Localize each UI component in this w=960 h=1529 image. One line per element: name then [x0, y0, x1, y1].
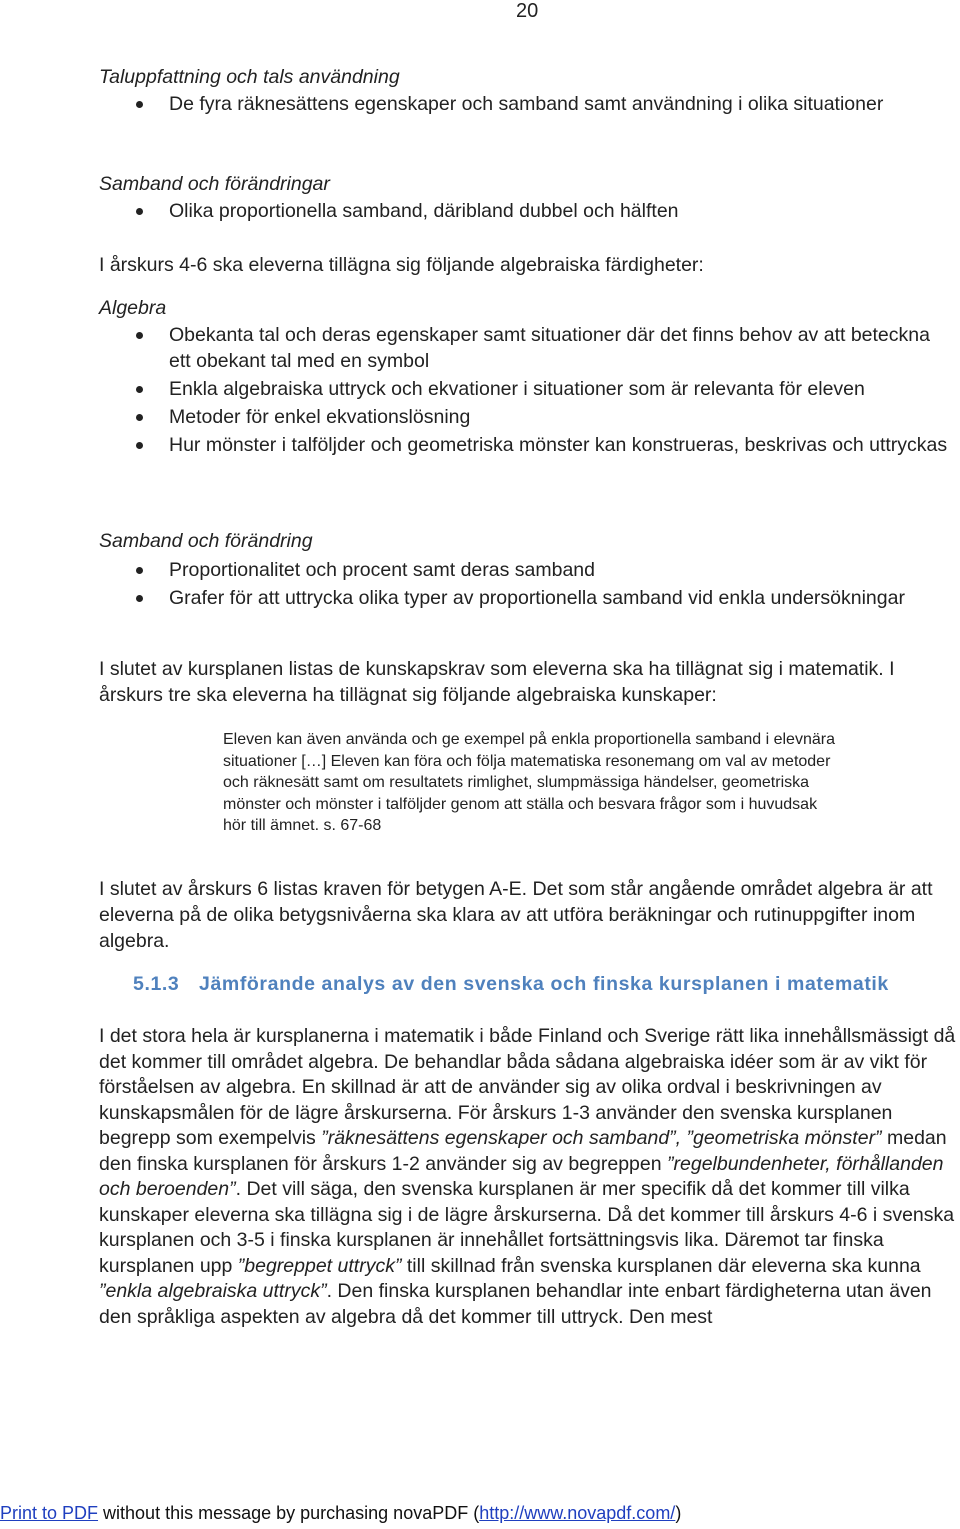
body-text: . Den finska kursplanen behandlar inte enbart färdigheterna utan även den språkliga aspekten av algebra då det kommer till uttryck. Den mest: [99, 1280, 932, 1328]
bullet-list: [99, 91, 954, 117]
list-item: Hur mönster i talföljder och geometriska mönster kan konstrueras, beskrivas och uttryckas: [99, 432, 954, 458]
paragraph-kunskapskrav: I slutet av kursplanen listas de kunskapskrav som eleverna ska ha tillägnat sig i matematik. I årskurs tre ska eleverna ha tillägnat sig följande algebraiska kunskaper:: [99, 658, 895, 706]
intro-paragraph: I årskurs 4-6 ska eleverna tillägna sig följande algebraiska färdigheter:: [99, 254, 704, 276]
paragraph-betyg: I slutet av årskurs 6 listas kraven för betygen A-E. Det som står angående området algebra är att eleverna på de olika betygsnivåerna ska klara av att utföra beräkningar och rutinuppgifter inom algebra.: [99, 878, 933, 952]
subheading-samband-forandring: Samband och förändring: [99, 530, 313, 552]
list-item: Obekanta tal och deras egenskaper samt situationer där det finns behov av att beteckna ett obekant tal med en symbol: [99, 322, 954, 374]
section-title: Jämförande analys av den svenska och finska kursplanen i matematik: [199, 973, 889, 995]
body-text: till skillnad från svenska kursplanen där eleverna ska kunna: [401, 1254, 921, 1277]
bullet-list: [99, 322, 954, 458]
footer-text: without this message by purchasing novaPDF (: [98, 1503, 480, 1523]
list-item: De fyra räknesättens egenskaper och samband samt användning i olika situationer: [99, 91, 954, 117]
footer-watermark: [0, 1503, 681, 1524]
subheading-algebra: Algebra: [99, 297, 167, 319]
novapdf-link[interactable]: http://www.novapdf.com/: [479, 1503, 676, 1523]
body-quote: ”regelbundenheter, förhållanden och beroenden”: [99, 1152, 944, 1200]
section-samband-forandringar: [99, 171, 954, 224]
list-item: Grafer för att uttrycka olika typer av proportionella samband vid enkla undersökningar: [99, 585, 954, 611]
subheading-taluppfattning: Taluppfattning och tals användning: [99, 66, 400, 88]
section-heading: [133, 971, 913, 997]
body-text: . Det vill säga, den svenska kursplanen är mer specifik då det kommer till vilka kunskaper eleverna ska tillägna sig i de lägre årskurserna. Då det kommer till årskurs 4-6 i svenska kursplanen och 3-5 i finska kursplanen är innehållet fortsättningsvis lika. Däremot tar finska kursplanen upp: [99, 1178, 955, 1277]
bullet-list: [99, 557, 954, 611]
page-number: 20: [516, 0, 539, 22]
body-text: medan den finska kursplanen för årskurs 1-2 använder sig av begreppen: [99, 1127, 947, 1175]
section-samband-forandring: [99, 528, 954, 611]
list-item: Enkla algebraiska uttryck och ekvationer i situationer som är relevanta för eleven: [99, 376, 954, 402]
body-quote: ”enkla algebraiska uttryck”: [99, 1280, 327, 1302]
body-quote: ”begreppet uttryck”: [237, 1254, 402, 1277]
list-item: Proportionalitet och procent samt deras samband: [99, 557, 954, 583]
list-item: Metoder för enkel ekvationslösning: [99, 404, 954, 430]
subheading-samband-forandringar: Samband och förändringar: [99, 173, 330, 195]
print-to-pdf-link[interactable]: Print to PDF: [0, 1503, 99, 1523]
section-taluppfattning: [99, 64, 954, 117]
block-quote: Eleven kan även använda och ge exempel på enkla proportionella samband i elevnära situationer […] Eleven kan föra och följa matematiska resonemang om val av metoder och räknesätt samt om resultatets rimlighet, slumpmässiga händelser, geometriska mönster och mönster i talföljder genom att ställa och besvara frågor som i huvudsak hör till ämnet. s. 67-68: [223, 731, 835, 835]
list-item: Olika proportionella samband, däribland dubbel och hälften: [99, 198, 954, 224]
section-number: 5.1.3: [133, 973, 180, 995]
body-quote: ”räknesättens egenskaper och samband”, ”geometriska mönster”: [321, 1127, 882, 1149]
body-text: I det stora hela är kursplanerna i matematik i både Finland och Sverige rätt lika innehållsmässigt då det kommer till området algebra. De behandlar båda sådana algebraiska idéer som är av vikt för förståelsen av algebra. En skillnad är att de använder sig av olika ordval i beskrivningen av kunskapsmålen för de lägre årskurserna. För årskurs 1-3 använder den svenska kursplanen begrepp som exempelvis: [99, 1025, 956, 1149]
section-algebra: [99, 295, 954, 458]
body-paragraph: [99, 1024, 960, 1330]
footer-text-close: ): [675, 1503, 682, 1523]
bullet-list: [99, 198, 954, 224]
